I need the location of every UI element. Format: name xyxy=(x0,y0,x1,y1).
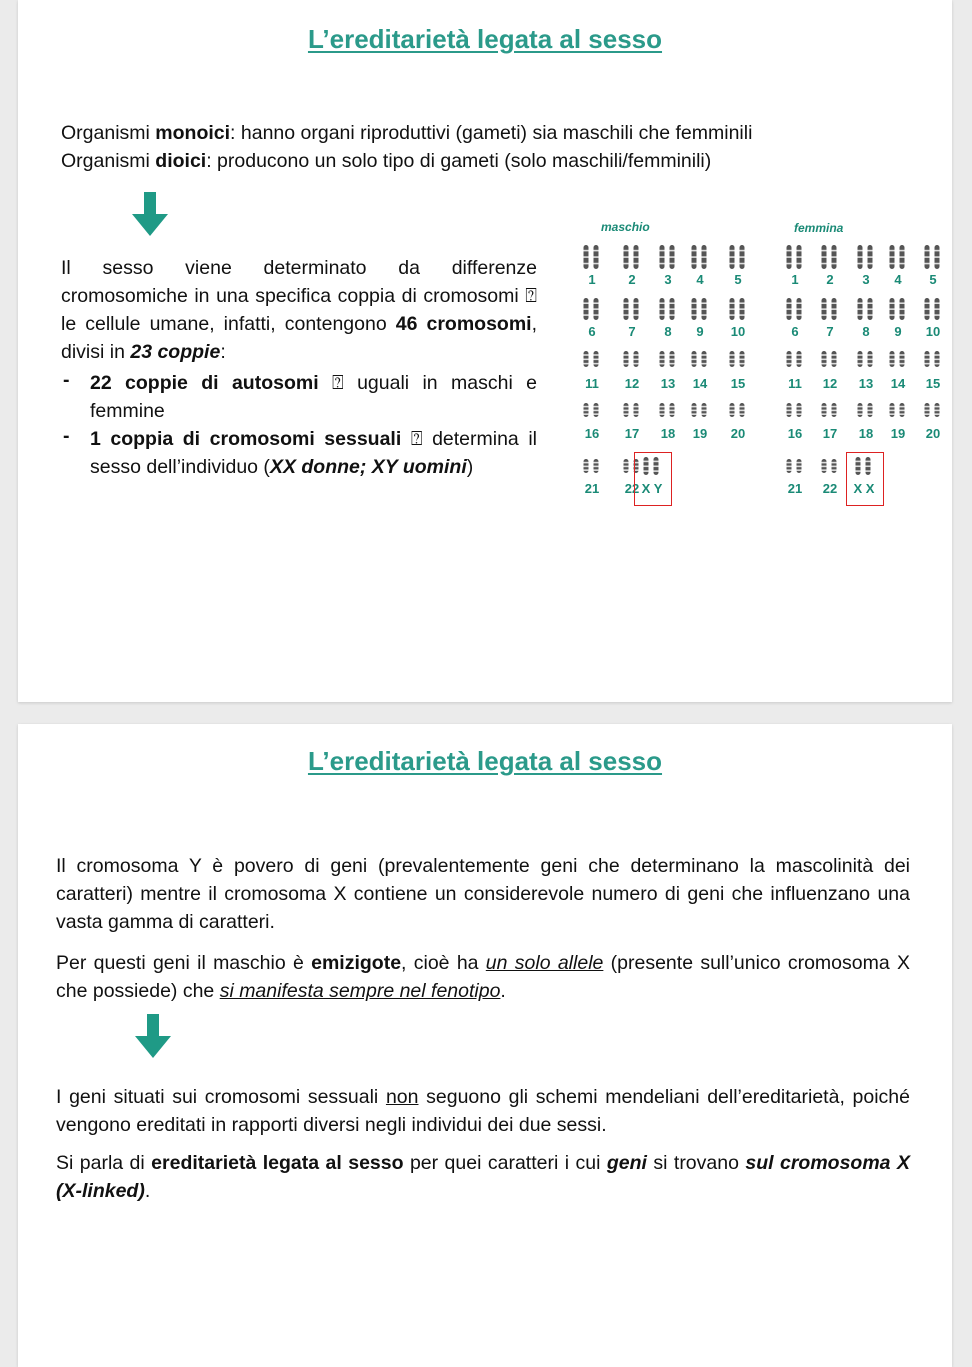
down-arrow-icon xyxy=(133,1014,173,1060)
chromosome-number: 18 xyxy=(858,426,874,441)
chromosome-pair-13 xyxy=(657,350,679,368)
chromosome-pair-11 xyxy=(581,350,603,368)
chromosome-pair-15 xyxy=(727,350,749,368)
chromosome-number: 9 xyxy=(894,324,902,339)
female-sex-chromosome-highlight xyxy=(846,452,884,506)
chromosome-number: 12 xyxy=(822,376,838,391)
chromosome-number: 15 xyxy=(730,376,746,391)
male-karyotype-label: maschio xyxy=(601,220,650,234)
chromosome-number: 10 xyxy=(925,324,941,339)
chromosome-number: 9 xyxy=(696,324,704,339)
chromosome-number: 14 xyxy=(692,376,708,391)
chromosome-number: 4 xyxy=(894,272,902,287)
chromosome-pair-13 xyxy=(855,350,877,368)
sex-determination-paragraph: Il sesso viene determinato da differenze cromosomiche in una specifica coppia di cromosomi ⍰ le cellule umane, infatti, contengono 46 cromosomi, divisi in 23 coppie: xyxy=(61,257,538,363)
chromosome-number: 7 xyxy=(826,324,834,339)
chromosome-number: 19 xyxy=(692,426,708,441)
chromosome-pair-6 xyxy=(784,297,806,321)
chromosome-number: 20 xyxy=(925,426,941,441)
chromosome-number: 3 xyxy=(862,272,870,287)
chromosome-pair-7 xyxy=(621,297,643,321)
chromosome-number: 21 xyxy=(787,481,803,496)
chromosome-pair-20 xyxy=(922,402,944,418)
chromosome-number: 18 xyxy=(660,426,676,441)
chromosome-number: 22 xyxy=(624,481,640,496)
chromosome-pair-7 xyxy=(819,297,841,321)
chromosome-pair-10 xyxy=(922,297,944,321)
chromosome-number: 5 xyxy=(734,272,742,287)
chromosome-number: 2 xyxy=(628,272,636,287)
chromosome-pair-14 xyxy=(689,350,711,368)
chromosome-pair-21 xyxy=(784,458,806,474)
chromosome-number: 17 xyxy=(822,426,838,441)
chromosome-number: 2 xyxy=(826,272,834,287)
chromosome-pair-1 xyxy=(581,244,603,270)
x-linked-paragraph: Si parla di ereditarietà legata al sesso per quei caratteri i cui geni si trovano sul cromosoma X (X-linked). xyxy=(56,1152,910,1202)
chromosome-number: 11 xyxy=(585,376,599,391)
chromosome-pair-15 xyxy=(922,350,944,368)
chromosome-number: 22 xyxy=(822,481,838,496)
monoici-line: Organismi monoici: hanno organi riproduttivi (gameti) sia maschili che femminili xyxy=(61,122,753,144)
chromosome-number: 7 xyxy=(628,324,636,339)
chromosome-number: 16 xyxy=(584,426,600,441)
chromosome-number: 1 xyxy=(588,272,596,287)
chromosome-number: 16 xyxy=(787,426,803,441)
chromosome-number: 8 xyxy=(664,324,672,339)
chromosome-number: 12 xyxy=(624,376,640,391)
autosomes-bullet: 22 coppie di autosomi ⍰ uguali in maschi e femmine xyxy=(90,372,537,422)
chromosome-pair-3 xyxy=(855,244,877,270)
chromosome-pair-10 xyxy=(727,297,749,321)
chromosome-pair-9 xyxy=(689,297,711,321)
down-arrow-icon xyxy=(130,192,170,238)
slide-1-title: L’ereditarietà legata al sesso xyxy=(307,24,663,54)
male-sex-chromosome-highlight xyxy=(634,452,672,506)
chromosome-number: 13 xyxy=(660,376,676,391)
chromosome-pair-20 xyxy=(727,402,749,418)
chromosome-pair-22 xyxy=(819,458,841,474)
sex-chromosomes-bullet: 1 coppia di cromosomi sessuali ⍰ determina il sesso dell’individuo (XX donne; XY uomini) xyxy=(90,428,537,478)
chromosome-number: 17 xyxy=(624,426,640,441)
bullet-dash: - xyxy=(63,369,70,391)
chromosome-pair-17 xyxy=(621,402,643,418)
chromosome-pair-19 xyxy=(689,402,711,418)
chromosome-pair-14 xyxy=(887,350,909,368)
chromosome-number: 1 xyxy=(791,272,799,287)
bullet-dash: - xyxy=(63,425,70,447)
chromosome-pair-6 xyxy=(581,297,603,321)
slide-2 xyxy=(18,724,952,1367)
chromosome-number: 15 xyxy=(925,376,941,391)
chromosome-number: 13 xyxy=(858,376,874,391)
chromosome-pair-12 xyxy=(621,350,643,368)
chromosome-pair-19 xyxy=(887,402,909,418)
hemizygous-paragraph: Per questi geni il maschio è emizigote, cioè ha un solo allele (presente sull’unico cromosoma X che possiede) che si manifesta sempre nel fenotipo. xyxy=(56,952,910,1002)
chromosome-pair-4 xyxy=(887,244,909,270)
chromosome-pair-2 xyxy=(621,244,643,270)
chromosome-number: 3 xyxy=(664,272,672,287)
chromosome-pair-5 xyxy=(727,244,749,270)
slide-2-title: L’ereditarietà legata al sesso xyxy=(307,746,663,776)
chromosome-pair-11 xyxy=(784,350,806,368)
chromosome-pair-1 xyxy=(784,244,806,270)
chromosome-number: 10 xyxy=(730,324,746,339)
non-mendelian-paragraph: I geni situati sui cromosomi sessuali non seguono gli schemi mendeliani dell’ereditarietà, poiché vengono ereditati in rapporti diversi negli individui dei due sessi. xyxy=(56,1086,910,1136)
chromosome-pair-17 xyxy=(819,402,841,418)
male-sex-pair-label: X Y xyxy=(641,481,663,496)
chromosome-pair-21 xyxy=(581,458,603,474)
chromosome-pair-12 xyxy=(819,350,841,368)
chromosome-pair-4 xyxy=(689,244,711,270)
chromosome-number: 14 xyxy=(890,376,906,391)
chromosome-pair-3 xyxy=(657,244,679,270)
chromosome-number: 8 xyxy=(862,324,870,339)
y-chromosome-paragraph: Il cromosoma Y è povero di geni (prevalentemente geni che determinano la mascolinità dei caratteri) mentre il cromosoma X contiene un considerevole numero di geni che influenzano una vasta gamma di caratteri. xyxy=(56,855,910,933)
female-sex-pair-label: X X xyxy=(853,481,875,496)
chromosome-number: 5 xyxy=(929,272,937,287)
chromosome-pair-16 xyxy=(784,402,806,418)
chromosome-number: 20 xyxy=(730,426,746,441)
chromosome-pair-9 xyxy=(887,297,909,321)
chromosome-pair-2 xyxy=(819,244,841,270)
dioici-line: Organismi dioici: producono un solo tipo di gameti (solo maschili/femminili) xyxy=(61,150,712,172)
chromosome-pair-5 xyxy=(922,244,944,270)
chromosome-number: 4 xyxy=(696,272,704,287)
chromosome-number: 6 xyxy=(588,324,596,339)
slide-1 xyxy=(18,0,952,702)
chromosome-number: 11 xyxy=(788,376,802,391)
chromosome-number: 21 xyxy=(584,481,600,496)
female-karyotype-label: femmina xyxy=(794,221,844,235)
chromosome-pair-18 xyxy=(855,402,877,418)
chromosome-pair-8 xyxy=(855,297,877,321)
chromosome-pair-8 xyxy=(657,297,679,321)
chromosome-number: 19 xyxy=(890,426,906,441)
chromosome-number: 6 xyxy=(791,324,799,339)
chromosome-pair-18 xyxy=(657,402,679,418)
chromosome-pair-16 xyxy=(581,402,603,418)
